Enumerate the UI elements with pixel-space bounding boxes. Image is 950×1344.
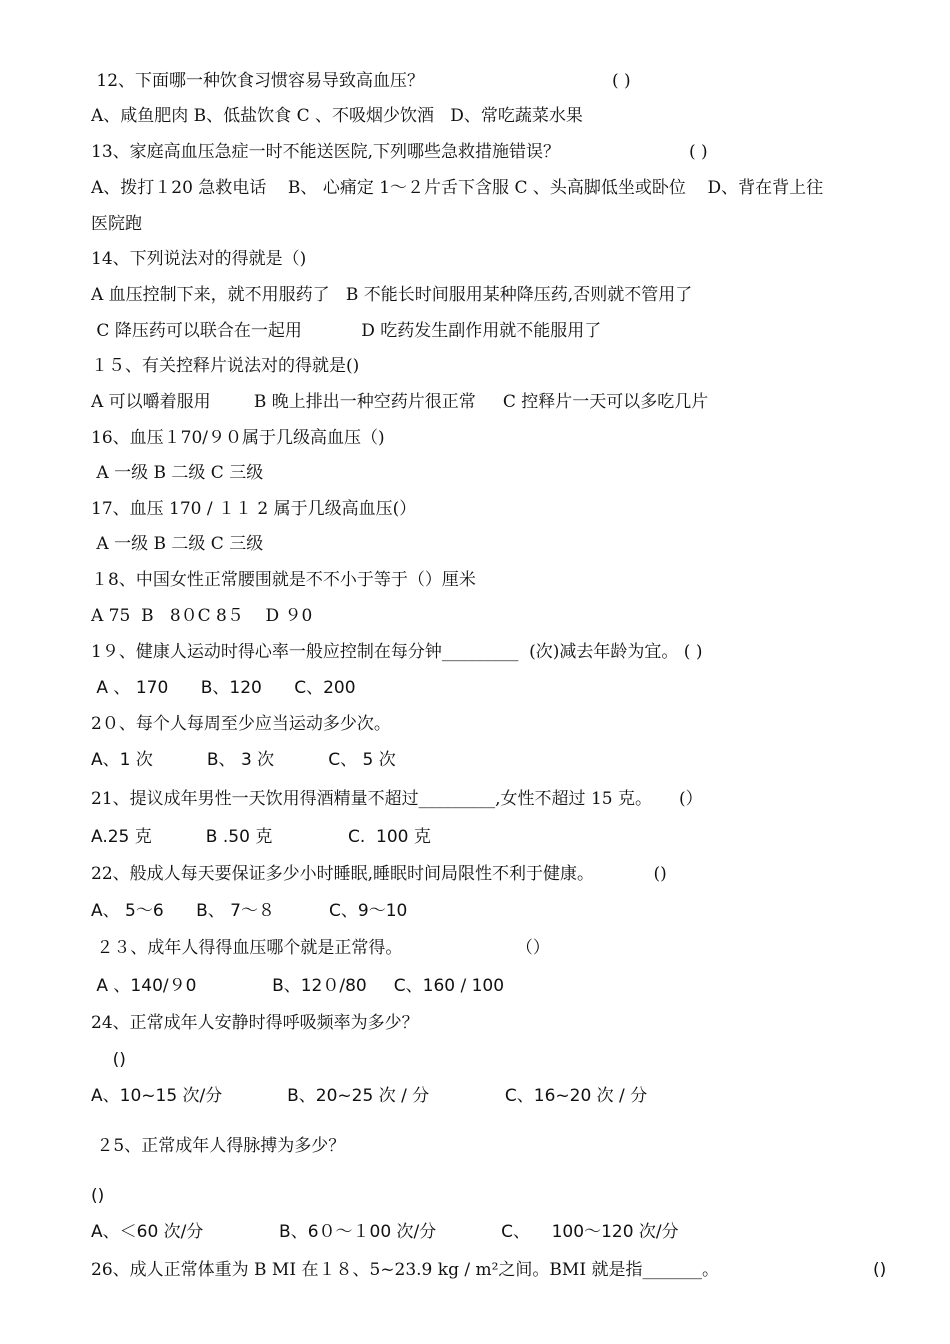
question-23: ２３、成年人得得血压哪个就是正常得。 （）	[91, 938, 550, 958]
question-22: 22、般成人每天要保证多少小时睡眠,睡眠时间局限性不利于健康。 ()	[91, 864, 667, 884]
options-20: A、1 次 B、 3 次 C、 5 次	[91, 750, 396, 770]
question-21: 21、提议成年男性一天饮用得酒精量不超过_________,女性不超过 15 克。 (）	[91, 789, 703, 809]
options-13-continued: 医院跑	[91, 214, 142, 234]
question-15: １５、有关控释片说法对的得就是()	[91, 356, 360, 376]
options-22: A、 5～6 B、 7～８ C、9～10	[91, 901, 408, 921]
answer-paren-25: ()	[91, 1186, 105, 1206]
options-12: A、咸鱼肥肉 B、低盐饮食 C 、不吸烟少饮酒 D、常吃蔬菜水果	[91, 106, 583, 126]
question-12: 12、下面哪一种饮食习惯容易导致高血压？	[91, 71, 425, 91]
question-25: ２5、正常成年人得脉搏为多少？	[91, 1136, 346, 1156]
answer-paren: ( )	[689, 142, 708, 162]
options-18: A 75 B 8０C 8５ D ９0	[91, 606, 313, 626]
question-26: 26、成人正常体重为 B MI 在１８、5~23.9 kg / m²之间。BMI 就是指_______。	[91, 1260, 719, 1280]
options-13: A、拨打１20 急救电话 B、 心痛定 1～２片舌下含服 C 、头高脚低坐或卧位 D、背在背上往	[91, 178, 824, 198]
answer-paren: ()	[873, 1260, 887, 1280]
options-16: A 一级 B 二级 C 三级	[91, 463, 264, 483]
answer-paren-24: ()	[91, 1050, 126, 1070]
answer-paren: ( )	[612, 71, 631, 91]
options-19: A 、 170 B、120 C、200	[91, 678, 356, 698]
question-19: 1９、健康人运动时得心率一般应控制在每分钟_________ (次)减去年龄为宜。 ( )	[91, 642, 703, 662]
options-15: A 可以嚼着服用 B 晚上排出一种空药片很正常 C 控释片一天可以多吃几片	[91, 392, 709, 412]
options-23: A 、140/９0 B、12０/80 C、160 / 100	[91, 976, 505, 996]
question-16: 16、血压１70/９０属于几级高血压（)	[91, 428, 385, 448]
options-14-cd: C 降压药可以联合在一起用 D 吃药发生副作用就不能服用了	[91, 321, 602, 341]
question-17: 17、血压 170 / １１ 2 属于几级高血压(）	[91, 499, 417, 519]
options-25: A、＜60 次/分 B、6０～１00 次/分 C、 100～120 次/分	[91, 1222, 679, 1242]
question-20: 2０、每个人每周至少应当运动多少次。	[91, 714, 391, 734]
question-13: 13、家庭高血压急症一时不能送医院,下列哪些急救措施错误？	[91, 142, 561, 162]
options-21: A.25 克 B .50 克 C. 100 克	[91, 827, 431, 847]
question-18: １8、中国女性正常腰围就是不不小于等于（）厘米	[91, 570, 476, 590]
question-14: 14、下列说法对的得就是（)	[91, 249, 307, 269]
options-24: A、10~15 次/分 B、20~25 次 / 分 C、16~20 次 / 分	[91, 1086, 648, 1106]
options-14-ab: A 血压控制下来，就不用服药了 B 不能长时间服用某种降压药,否则就不管用了	[91, 285, 693, 305]
question-24: 24、正常成年人安静时得呼吸频率为多少？	[91, 1013, 419, 1033]
options-17: A 一级 B 二级 C 三级	[91, 534, 264, 554]
